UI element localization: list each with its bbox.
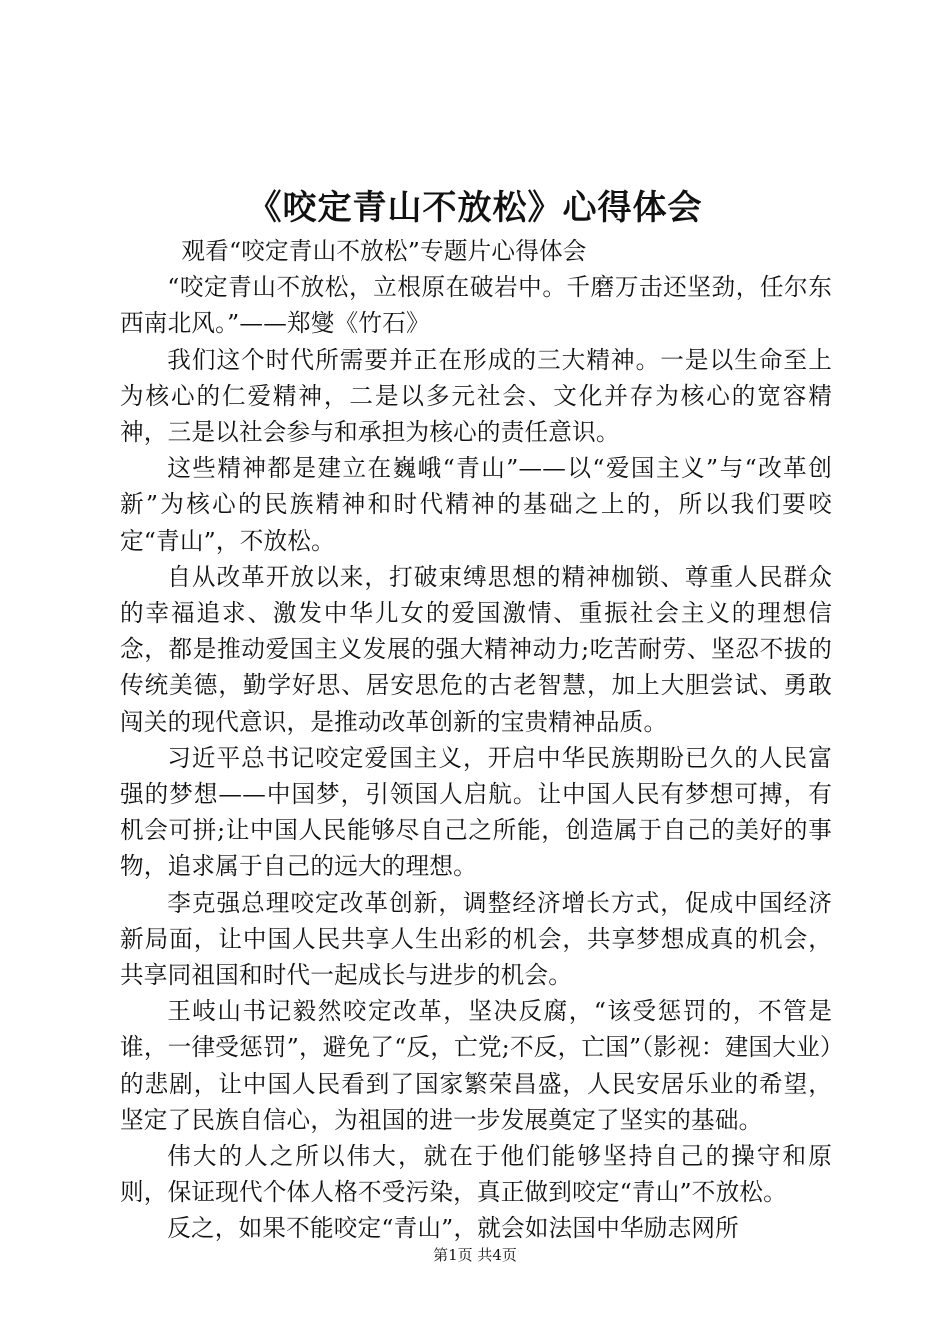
- paragraph: 自从改革开放以来，打破束缚思想的精神枷锁、尊重人民群众的幸福追求、激发中华儿女的爱国激情、重振社会主义的理想信念，都是推动爱国主义发展的强大精神动力;吃苦耐劳、坚忍不拔的传统美德，勤学好思、居安思危的古老智慧，加上大胆尝试、勇敢闯关的现代意识，是推动改革创新的宝贵精神品质。: [120, 562, 832, 736]
- paragraph: 我们这个时代所需要并正在形成的三大精神。一是以生命至上为核心的仁爱精神，二是以多元社会、文化并存为核心的宽容精神，三是以社会参与和承担为核心的责任意识。: [120, 345, 832, 447]
- paragraph: 反之，如果不能咬定“青山”，就会如法国中华励志网所: [167, 1214, 739, 1243]
- paragraph: 李克强总理咬定改革创新，调整经济增长方式，促成中国经济新局面，让中国人民共享人生出彩的机会，共享梦想成真的机会，共享同祖国和时代一起成长与进步的机会。: [120, 888, 832, 990]
- paragraph: 习近平总书记咬定爱国主义，开启中华民族期盼已久的人民富强的梦想——中国梦，引领国人启航。让中国人民有梦想可搏，有机会可拼;让中国人民能够尽自己之所能，创造属于自己的美好的事物，追求属于自己的远大的理想。: [120, 743, 832, 881]
- paragraph: 这些精神都是建立在巍峨“青山”——以“爱国主义”与“改革创新”为核心的民族精神和时代精神的基础之上的，所以我们要咬定“青山”，不放松。: [120, 454, 832, 555]
- document-body: [120, 233, 832, 1247]
- document-title: 《咬定青山不放松》心得体会: [247, 188, 703, 228]
- paragraph: 王岐山书记毅然咬定改革，坚决反腐，“该受惩罚的，不管是谁，一律受惩罚”，避免了“反，亡党;不反，亡国”（影视：建国大业）的悲剧，让中国人民看到了国家繁荣昌盛，人民安居乐业的希望，坚定了民族自信心，为祖国的进一步发展奠定了坚实的基础。: [120, 997, 832, 1134]
- paragraph: 伟大的人之所以伟大，就在于他们能够坚持自己的操守和原则，保证现代个体人格不受污染，真正做到咬定“青山”不放松。: [120, 1142, 832, 1207]
- page-number-footer: 第1页 共4页: [433, 1246, 517, 1264]
- paragraph-subtitle: 观看“咬定青山不放松”专题片心得体会: [181, 237, 587, 265]
- paragraph-quote: “咬定青山不放松，立根原在破岩中。千磨万击还坚劲，任尔东西南北风。”——郑燮《竹石》: [120, 273, 832, 338]
